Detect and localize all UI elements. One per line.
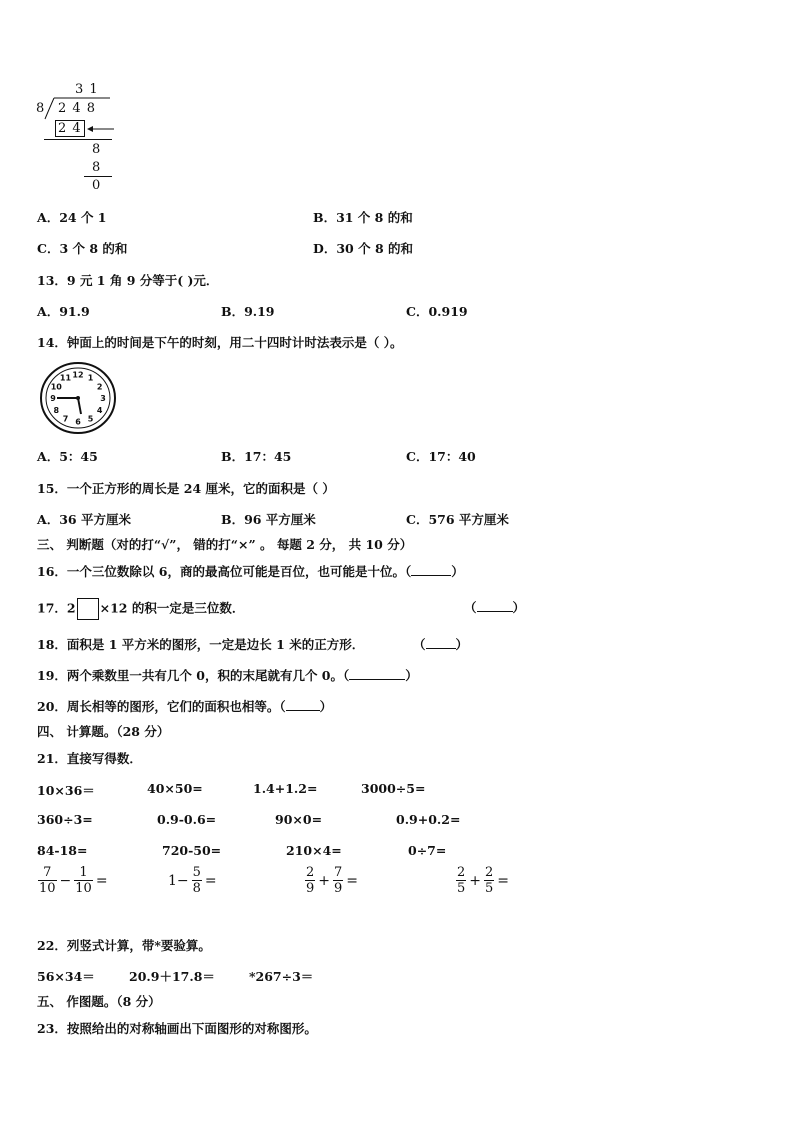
q15-option-b[interactable]: B．96 平方厘米 [221,512,316,527]
q17-open: （ [464,600,477,615]
q12-option-c[interactable]: C．3 个 8 的和 [37,241,128,256]
q13-stem: 13．9 元 1 角 9 分等于( )元． [37,273,219,288]
q21-item: 210×4= [286,843,342,858]
clock-number: 2 [96,382,103,392]
clock-number: 11 [59,373,72,383]
denominator: 9 [306,881,315,896]
q15-stem: 15．一个正方形的周长是 24 厘米，它的面积是（ ） [37,481,335,496]
fraction [74,866,93,895]
quotient: 3 1 [75,82,99,97]
numerator: 1 [79,865,88,880]
boxed-product: 2 4 [55,120,85,137]
q12-option-a[interactable]: A．24 个 1 [37,210,107,225]
q17-close: ） [512,600,526,615]
q15-option-c[interactable]: C．576 平方厘米 [406,512,509,527]
clock-number: 1 [87,373,94,383]
q18-open: （ [413,637,426,652]
q16-text: 16．一个三位数除以 6，商的最高位可能是百位，也可能是十位。（ [37,564,412,579]
q21-item: 40×50= [147,781,203,796]
denominator: 10 [75,881,92,896]
q20-close: ） [319,699,333,714]
fraction [333,866,343,895]
equals: = [95,872,108,889]
clock-number: 4 [96,405,103,415]
q21-fraction-expr-4 [456,866,509,895]
denominator: 8 [192,881,201,896]
section-5-heading: 五、 作图题。（8 分） [37,994,161,1009]
dividend: 2 4 8 [58,101,97,116]
q22-item: *267÷3＝ [249,969,314,984]
operator: + [318,872,331,889]
q21-stem: 21．直接写得数． [37,751,142,766]
q21-fraction-expr-3 [305,866,358,895]
arrow-left-icon [86,123,116,135]
division-rule-1 [44,139,112,140]
q16 [37,562,464,580]
q19-answer-blank[interactable] [349,668,405,680]
q17-answer [464,598,525,616]
q21-item: 360÷3= [37,812,93,827]
q17 [37,598,244,620]
q22-stem: 22．列竖式计算，带*要验算。 [37,938,211,953]
q16-close: ） [451,564,464,579]
q14-option-c[interactable]: C．17：40 [406,449,476,464]
q18-answer-blank[interactable] [426,637,456,649]
q13-option-b[interactable]: B．9.19 [221,304,275,319]
numerator: 7 [43,865,52,880]
q18-text: 18．面积是 1 平方米的图形，一定是边长 1 米的正方形． [37,637,365,652]
q14-option-a[interactable]: A．5：45 [37,449,98,464]
operator: − [59,872,72,889]
q21-item: 720-50= [162,843,222,858]
remainder-line: 8 [92,142,101,157]
numerator: 2 [485,865,494,880]
q19-text: 19．两个乘数里一共有几个 0，积的末尾就有几个 0。（ [37,668,350,683]
q21-fraction-expr-2 [168,866,217,895]
numerator: 5 [192,865,201,880]
final-remainder: 0 [92,178,101,193]
q21-item: 84-18= [37,843,88,858]
fraction [305,866,315,895]
q21-item: 10×36＝ [37,783,95,798]
q20 [37,697,332,715]
fraction [456,866,466,895]
q21-item: 0.9+0.2= [396,812,461,827]
q22-item: 56×34＝ [37,969,95,984]
q18-answer [413,635,468,653]
q21-item: 90×0= [275,812,323,827]
subtract-line: 8 [92,160,101,175]
q21-item: 3000÷5= [361,781,426,796]
denominator: 9 [334,881,343,896]
clock-number: 7 [62,414,69,424]
q19 [37,666,418,684]
fraction [38,866,57,895]
q17-num: 17．2 [37,600,76,616]
q17-answer-blank[interactable] [477,600,513,612]
q20-answer-blank[interactable] [286,699,320,711]
denominator: 10 [39,881,56,896]
clock-number: 12 [72,370,84,380]
q14-option-b[interactable]: B．17：45 [221,449,292,464]
section-4-heading: 四、 计算题。（28 分） [37,724,170,739]
operator: + [469,872,482,889]
q13-option-c[interactable]: C．0.919 [406,304,468,319]
clock-number: 5 [87,414,94,424]
q17-digit-box[interactable] [77,598,99,620]
q13-option-a[interactable]: A．91.9 [37,304,90,319]
clock-icon [39,361,119,436]
clock-number: 9 [50,394,56,403]
q17-text: ×12 的积一定是三位数． [99,600,245,616]
denominator: 5 [485,881,494,896]
q21-fraction-expr-1 [38,866,108,895]
q20-text: 20．周长相等的图形，它们的面积也相等。（ [37,699,286,714]
equals: = [346,872,359,889]
clock-number: 10 [50,382,62,392]
equals: = [204,872,217,889]
q19-close: ） [405,668,418,683]
q21-item: 0÷7= [408,843,447,858]
q21-item: 0.9-0.6= [157,812,217,827]
fraction [192,866,202,895]
clock-number: 3 [100,394,106,403]
q18-close: ） [455,637,469,652]
q14-stem: 14．钟面上的时间是下午的时刻，用二十四时计时法表示是（ ）。 [37,335,403,350]
q15-option-a[interactable]: A．36 平方厘米 [37,512,131,527]
q12-option-b[interactable]: B．31 个 8 的和 [313,210,413,225]
divisor: 8 [36,101,45,116]
denominator: 5 [457,881,466,896]
numerator: 2 [457,865,466,880]
q21-item: 1.4+1.2= [253,781,318,796]
whole-minus: 1− [168,872,189,889]
section-3-heading: 三、 判断题（对的打“√”， 错的打“×” 。 每题 2 分， 共 10 分） [37,537,413,552]
numerator: 7 [334,865,343,880]
equals: = [497,872,510,889]
division-rule-2 [84,176,112,177]
q12-option-d[interactable]: D．30 个 8 的和 [313,241,413,256]
clock-number: 8 [53,405,60,415]
numerator: 2 [306,865,315,880]
q23-stem: 23．按照给出的对称轴画出下面图形的对称图形。 [37,1021,317,1036]
q22-item: 20.9＋17.8＝ [129,969,215,984]
fraction [484,866,494,895]
clock-number: 6 [75,417,81,427]
q16-answer-blank[interactable] [411,564,451,576]
